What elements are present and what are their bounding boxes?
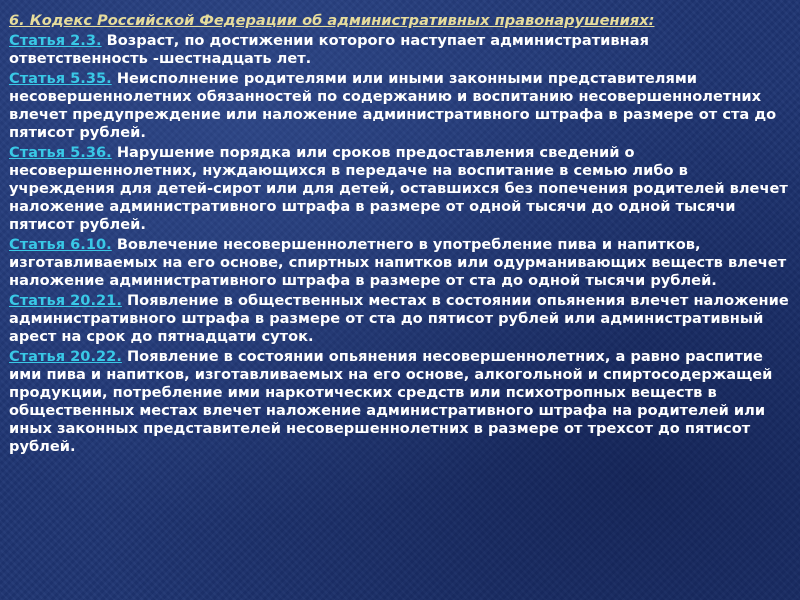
- article-5-35: [9, 70, 790, 142]
- article-text: Неисполнение родителями или иными законными представителями несовершеннолетних обязанностей по содержанию и воспитанию несовершеннолетних влечет предупреждение или наложение административного штрафа в размере от ста до пятисот рублей.: [9, 70, 777, 141]
- article-number: Статья 20.21.: [9, 292, 122, 309]
- article-text: Нарушение порядка или сроков предоставления сведений о несовершеннолетних, нуждающихся в передаче на воспитание в семью либо в учреждения для детей-сирот или для детей, оставшихся без попечения родителей влечет наложение административного штрафа в размере от одной тысячи до одной тысячи пятисот рублей.: [9, 144, 788, 233]
- article-number: Статья 20.22.: [9, 348, 122, 365]
- article-5-36: [9, 144, 790, 234]
- article-20-21: [9, 292, 790, 346]
- slide-title: 6. Кодекс Российской Федерации об административных правонарушениях:: [9, 12, 655, 29]
- article-text: Появление в общественных местах в состоянии опьянения влечет наложение административного штрафа в размере от ста до пятисот рублей или административный арест на срок до пятнадцати суток.: [9, 292, 789, 345]
- article-number: Статья 6.10.: [9, 236, 112, 253]
- article-2-3: [9, 32, 790, 68]
- article-text: Вовлечение несовершеннолетнего в употребление пива и напитков, изготавливаемых на его основе, спиртных напитков или одурманивающих веществ влечет наложение административного штрафа в размере от ста до одной тысячи рублей.: [9, 236, 787, 289]
- article-number: Статья 2.3.: [9, 32, 102, 49]
- article-20-22: [9, 348, 790, 456]
- article-6-10: [9, 236, 790, 290]
- article-text: Появление в состоянии опьянения несовершеннолетних, а равно распитие ими пива и напитков, изготавливаемых на его основе, алкогольной и спиртосодержащей продукции, потребление ими наркотических средств или психотропных веществ в общественных местах влечет наложение административного штрафа на родителей или иных законных представителей несовершеннолетних в размере от трехсот до пятисот рублей.: [9, 348, 773, 455]
- article-number: Статья 5.35.: [9, 70, 112, 87]
- article-text: Возраст, по достижении которого наступает административная ответственность -шестнадцать лет.: [9, 32, 649, 67]
- article-number: Статья 5.36.: [9, 144, 112, 161]
